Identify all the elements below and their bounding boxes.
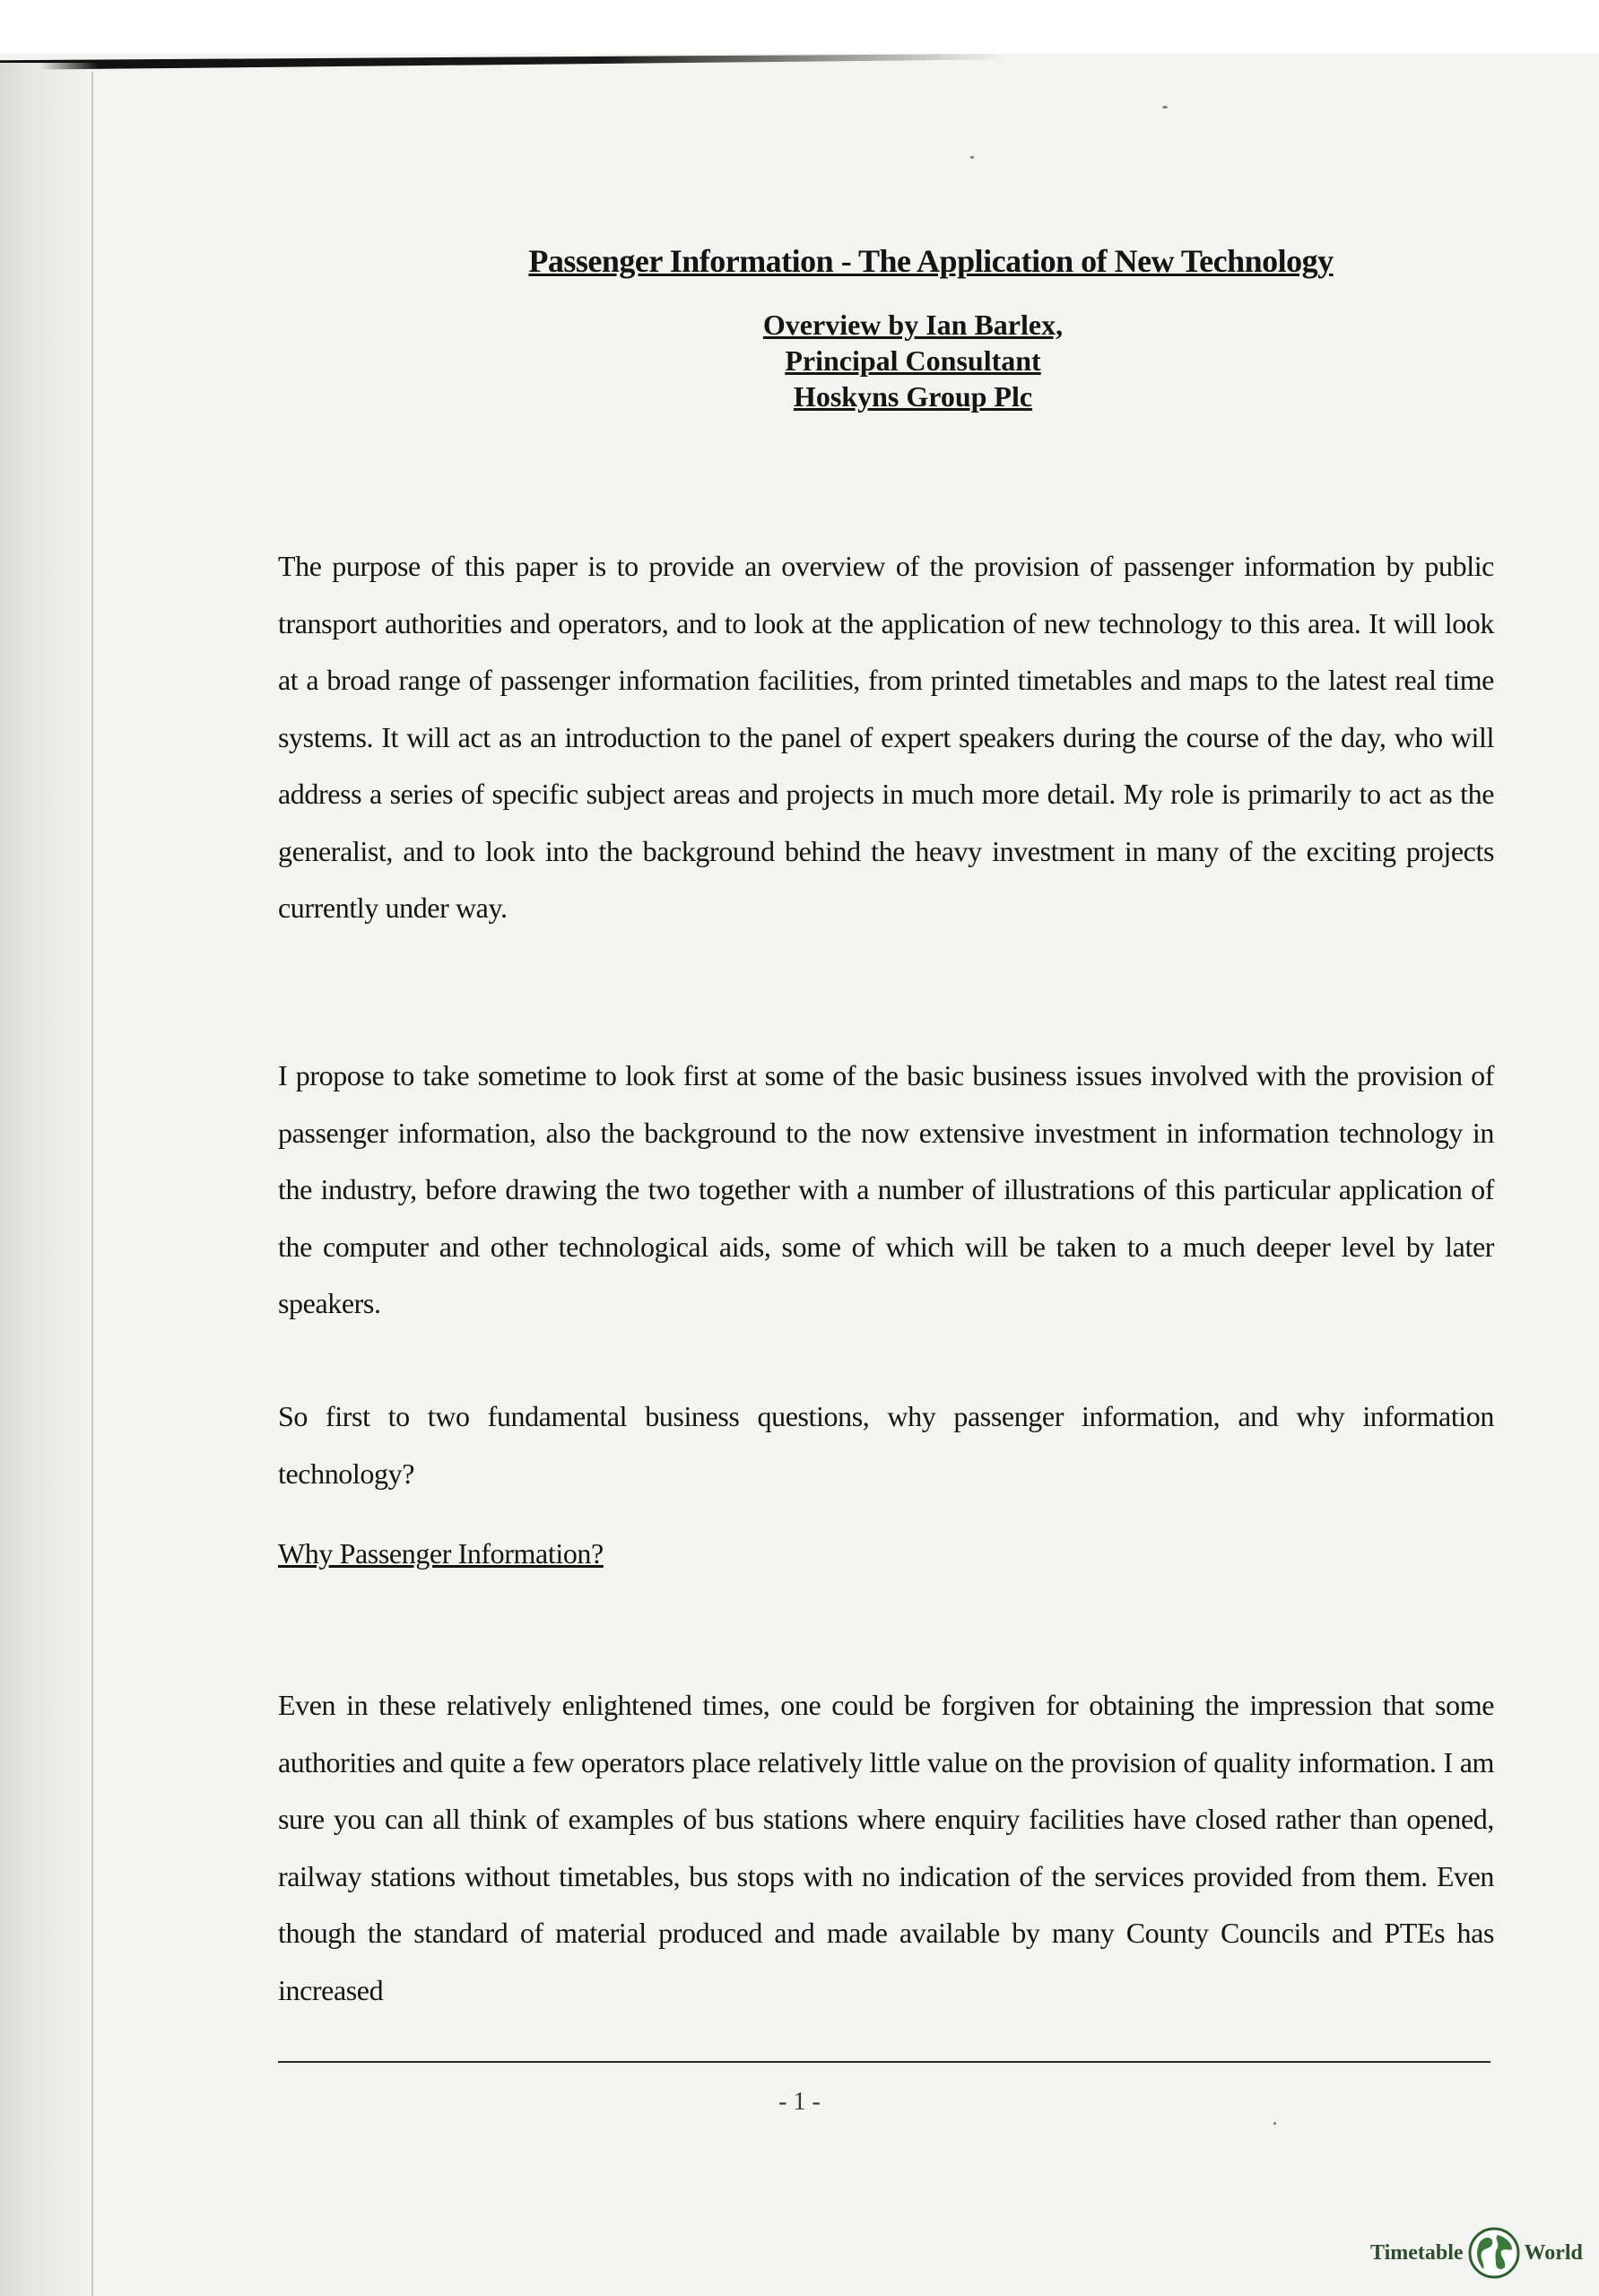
paragraph-questions: So first to two fundamental business questions, why passenger information, and why information technology? xyxy=(278,1400,1494,1490)
scan-speck xyxy=(970,156,974,159)
document-title: Passenger Information - The Application of New Technology xyxy=(528,243,1334,279)
page-number: - 1 - xyxy=(778,2088,821,2116)
logo-text-left: Timetable xyxy=(1370,2240,1464,2265)
logo-text-right: World xyxy=(1524,2240,1583,2265)
paragraph-purpose: The purpose of this paper is to provide an overview of the provision of passenger information by public transport authorities and operators, and to look at the application of new technology to this area. It will look at a broad range of passenger information facilities, from printed timetables and maps to the latest real time systems. It will act as an introduction to the panel of expert speakers during the course of the day, who will address a series of specific subject areas and projects in much more detail. My role is primarily to act as the generalist, and to look into the background behind the heavy investment in many of the exciting projects currently under way. xyxy=(278,550,1494,924)
scan-page-edge xyxy=(0,54,1004,70)
scan-speck xyxy=(1273,2122,1276,2125)
scan-top-margin xyxy=(0,0,1599,54)
author-name: Overview by Ian Barlex, xyxy=(762,309,1064,341)
paragraph-why-passenger-info: Even in these relatively enlightened times, one could be forgiven for obtaining the impression that some authorities and quite a few operators place relatively little value on the provision of quality information. I am sure you can all think of examples of bus stations where enquiry facilities have closed rather than opened, railway stations without timetables, bus stops with no indication of the services provided from them. Even though the standard of material produced and made available by many County Councils and PTEs has increased xyxy=(278,1689,1494,2006)
paragraph-proposal: I propose to take sometime to look first at some of the basic business issues involved with the provision of passenger information, also the background to the now extensive investment in information technology in the industry, before drawing the two together with a number of illustrations of this particular application of the computer and other technological aids, some of which will be taken to a much deeper level by later speakers. xyxy=(278,1059,1494,1319)
globe-icon xyxy=(1467,2226,1521,2280)
scan-speck xyxy=(1162,106,1168,109)
document-page xyxy=(278,242,1494,2006)
scan-binding-line xyxy=(91,72,93,2296)
section-heading: Why Passenger Information? xyxy=(278,1537,604,1570)
scan-binding-shadow xyxy=(0,63,99,2296)
author-company: Hoskyns Group Plc xyxy=(793,380,1033,413)
footer-divider xyxy=(278,2061,1490,2063)
author-byline xyxy=(332,307,1494,414)
author-role: Principal Consultant xyxy=(785,344,1041,377)
timetable-world-logo xyxy=(1370,2226,1583,2280)
